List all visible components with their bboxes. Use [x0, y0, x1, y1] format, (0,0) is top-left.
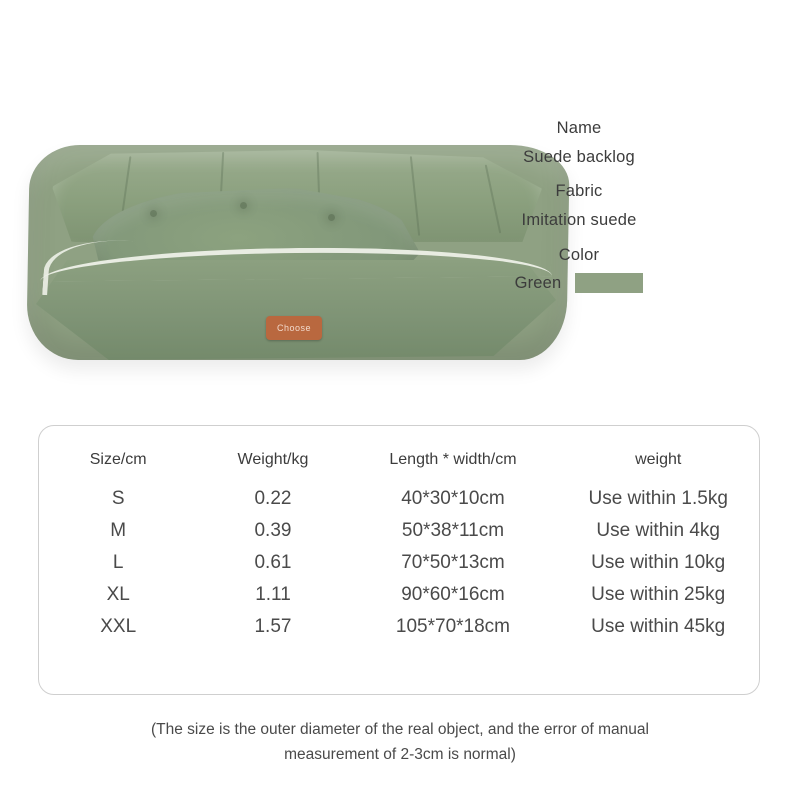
- size-table-head: [39, 450, 759, 483]
- size-table-body: [39, 483, 759, 643]
- header-dimensions: Length * width/cm: [389, 451, 517, 468]
- size-table-card: [38, 425, 760, 695]
- measurement-footnote: [0, 718, 800, 768]
- brand-tag: [266, 316, 322, 340]
- cell-usage: Use within 4kg: [596, 520, 720, 541]
- header-size: Size/cm: [89, 451, 147, 468]
- color-row: [414, 273, 744, 294]
- spec-fabric: [414, 181, 744, 230]
- table-row: [39, 611, 759, 643]
- cell-dimensions: 40*30*10cm: [401, 488, 505, 509]
- header-usage-weight: weight: [635, 451, 682, 468]
- cell-weight: 0.61: [254, 552, 292, 573]
- spec-fabric-key: Fabric: [555, 182, 603, 201]
- table-row: [39, 515, 759, 547]
- table-row: [39, 483, 759, 515]
- cell-weight: 1.57: [254, 616, 292, 637]
- table-row: [39, 547, 759, 579]
- cell-usage: Use within 25kg: [591, 584, 726, 605]
- size-table: [39, 450, 759, 643]
- cell-dimensions: 105*70*18cm: [395, 616, 511, 637]
- cell-weight: 0.22: [254, 488, 292, 509]
- cell-usage: Use within 45kg: [591, 616, 726, 637]
- cell-usage: Use within 10kg: [591, 552, 726, 573]
- spec-color-value: Green: [514, 274, 562, 293]
- cell-size: S: [111, 488, 125, 509]
- cell-weight: 0.39: [254, 520, 292, 541]
- spec-name-key: Name: [556, 119, 602, 137]
- spec-fabric-value: Imitation suede: [521, 210, 637, 229]
- cell-size: L: [112, 552, 124, 573]
- cell-usage: Use within 1.5kg: [588, 488, 728, 509]
- footnote-line-2: measurement of 2-3cm is normal): [284, 745, 516, 763]
- cell-size: XXL: [100, 616, 137, 637]
- header-weight: Weight/kg: [237, 451, 309, 468]
- brand-tag-text: Choose: [276, 323, 312, 333]
- table-row: [39, 579, 759, 611]
- spec-color-key: Color: [558, 245, 600, 264]
- footnote-line-1: (The size is the outer diameter of the real object, and the error of manual: [151, 721, 649, 738]
- cell-weight: 1.11: [255, 584, 291, 605]
- spec-color: [414, 245, 744, 294]
- cell-dimensions: 50*38*11cm: [401, 520, 505, 541]
- product-spec-list: [414, 118, 744, 308]
- cell-size: M: [110, 520, 127, 541]
- table-header-row: [39, 450, 759, 483]
- spec-name: [414, 118, 744, 167]
- cell-dimensions: 70*50*13cm: [401, 552, 505, 573]
- cell-size: XL: [106, 584, 130, 605]
- spec-name-value: Suede backlog: [523, 147, 635, 166]
- cell-dimensions: 90*60*16cm: [401, 584, 505, 605]
- color-swatch-green: [575, 273, 643, 293]
